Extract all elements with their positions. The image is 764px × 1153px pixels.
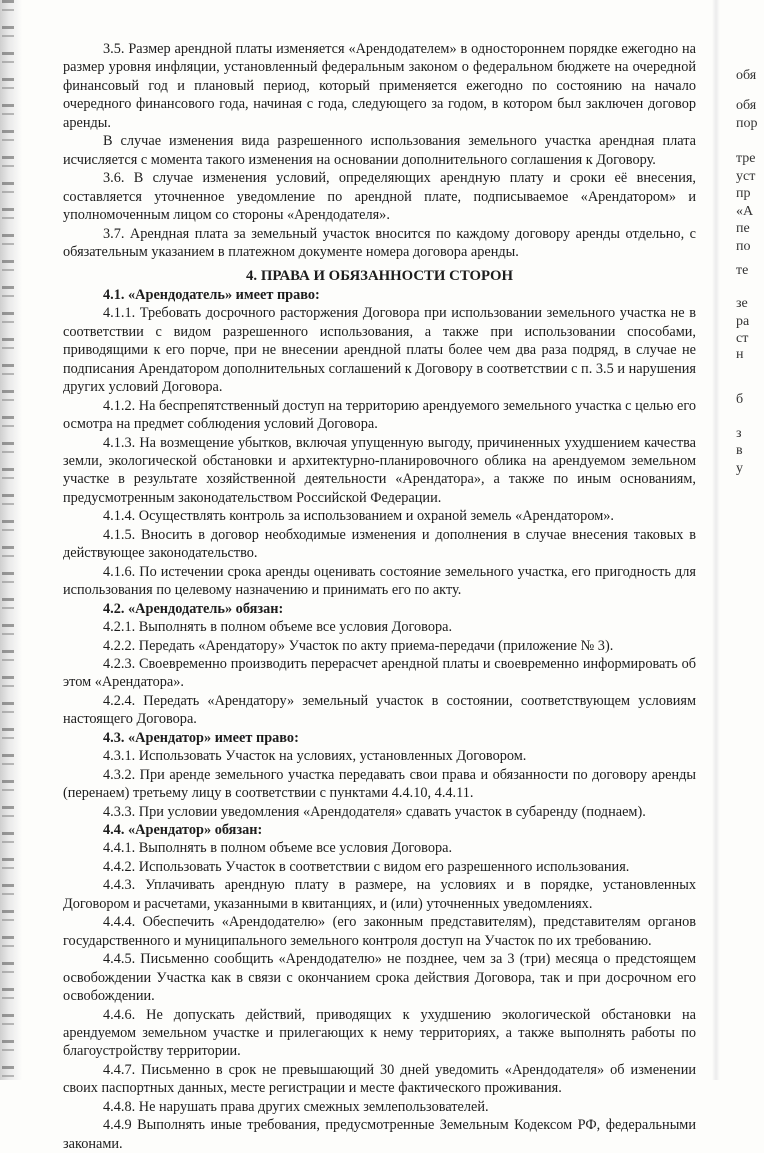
paragraph: 4.4.3. Уплачивать арендную плату в размере, на условиях и в порядке, установленных Договором и расчетами, указанными в квитанциях, и (или) уточненных уведомлениях. bbox=[63, 877, 696, 912]
paragraph: 4.1.6. По истечении срока аренды оценивать состояние земельного участка, его пригодность для использования по целевому назначению и принимать его по акту. bbox=[63, 563, 696, 599]
paragraph: 4.3.2. При аренде земельного участка передавать свои права и обязанности по договору аренды (перенаем) третьему лицу в соответствии с пунктами 4.4.10, 4.4.11. bbox=[63, 766, 696, 802]
paragraph: 4.2.2. Передать «Арендатору» Участок по акту приема-передачи (приложение № 3). bbox=[103, 637, 614, 654]
margin-fragment: у bbox=[736, 461, 743, 476]
margin-fragment: ст bbox=[736, 331, 749, 346]
subsection-heading: 4.4. «Арендатор» обязан: bbox=[103, 822, 263, 839]
margin-fragment: по bbox=[736, 239, 751, 254]
paragraph: 4.4.8. Не нарушать права других смежных землепользователей. bbox=[103, 1098, 489, 1115]
paragraph: 4.2.1. Выполнять в полном объеме все условия Договора. bbox=[103, 619, 453, 636]
margin-fragment: «А bbox=[736, 204, 754, 219]
binding-marks bbox=[2, 0, 14, 1080]
section-heading: 4. ПРАВА И ОБЯЗАННОСТИ СТОРОН bbox=[246, 268, 513, 285]
paragraph: 4.3.3. При условии уведомления «Арендодателя» сдавать участок в субаренду (поднаем). bbox=[103, 803, 646, 820]
margin-fragment: те bbox=[736, 263, 749, 278]
paragraph: 4.1.2. На беспрепятственный доступ на территорию арендуемого земельного участка с целью его осмотра на предмет соблюдения условий Договора. bbox=[63, 397, 696, 433]
margin-fragment: з bbox=[736, 426, 742, 441]
paragraph: 4.4.1. Выполнять в полном объеме все условия Договора. bbox=[103, 840, 453, 857]
document-body bbox=[63, 40, 696, 1153]
paragraph: 4.1.3. На возмещение убытков, включая упущенную выгоду, причиненных ухудшением качества земли, экологической обстановки и архитектурно-планировочного облика на арендуемом земельном участке в результате хозяйственной деятельности «Арендатора», а также по иным основаниям, предусмотренным законодательством Российской Федерации. bbox=[63, 434, 696, 506]
margin-fragment: пор bbox=[736, 116, 758, 131]
margin-fragment: н bbox=[736, 347, 744, 362]
subsection-heading: 4.2. «Арендодатель» обязан: bbox=[103, 600, 284, 617]
margin-fragment: пр bbox=[736, 186, 751, 201]
paragraph: 4.3.1. Использовать Участок на условиях, установленных Договором. bbox=[103, 748, 527, 765]
margin-fragment: обя bbox=[736, 98, 757, 113]
paragraph: В случае изменения вида разрешенного использования земельного участка арендная плата исчисляется с момента такого изменения на основании дополнительного соглашения к Договору. bbox=[63, 133, 696, 168]
paragraph: 4.2.3. Своевременно производить перерасчет арендной платы и своевременно информировать об этом «Арендатора». bbox=[63, 655, 696, 691]
page-fold bbox=[712, 0, 720, 1080]
paragraph: 3.6. В случае изменения условий, определяющих арендную плату и сроки её внесения, составляется уточненное уведомление по арендной плате, подписываемое «Арендатором» и уполномоченным лицом со стороны «Арендодателя». bbox=[63, 170, 696, 224]
paragraph: 3.5. Размер арендной платы изменяется «Арендодателем» в одностороннем порядке ежегодно на размер уровня инфляции, установленный федеральным законом о федеральном бюджете на очередной финансовый год и плановый период, который применяется ежегодно по состоянию на начало очередного финансового года, начиная с года, следующего за годом, в котором был заключен договор аренды. bbox=[63, 41, 696, 131]
margin-fragment: обя bbox=[736, 68, 757, 83]
paragraph: 4.4.9 Выполнять иные требования, предусмотренные Земельным Кодексом РФ, федеральными законами. bbox=[63, 1117, 696, 1152]
margin-fragment: пе bbox=[736, 221, 750, 236]
paragraph: 4.1.5. Вносить в договор необходимые изменения и дополнения в случае внесения таковых в действующее законодательство. bbox=[63, 526, 696, 562]
margin-fragment: ра bbox=[736, 314, 750, 329]
margin-fragment: б bbox=[736, 392, 744, 407]
margin-fragment: зе bbox=[736, 296, 748, 311]
paragraph: 4.4.6. Не допускать действий, приводящих к ухудшению экологической обстановки на арендуемом земельном участке и прилегающих к нему территориях, а также выполнять работы по благоустройству территории. bbox=[63, 1006, 696, 1060]
paragraph: 4.1.1. Требовать досрочного расторжения Договора при использовании земельного участка не в соответствии с видом разрешенного использования, а также при использовании способами, приводящими к его порче, при не внесении арендной платы более чем два раза подряд, в случае не подписания Арендатором дополнительных соглашений к Договору в соответствии с п. 3.5 и нарушения других условий Договора. bbox=[63, 305, 696, 396]
paragraph: 4.4.4. Обеспечить «Арендодателю» (его законным представителям), представителям органов государственного и муниципального земельного контроля доступ на Участок по их требованию. bbox=[63, 914, 696, 949]
paragraph: 4.4.5. Письменно сообщить «Арендодателю» не позднее, чем за 3 (три) месяца о предстоящем освобождении Участка как в связи с окончанием срока действия Договора, так и при досрочном его освобождении. bbox=[63, 951, 696, 1005]
subsection-heading: 4.3. «Арендатор» имеет право: bbox=[103, 729, 299, 746]
paragraph: 4.1.4. Осуществлять контроль за использованием и охраной земель «Арендатором». bbox=[103, 508, 614, 525]
margin-fragment: в bbox=[736, 443, 743, 458]
paragraph: 3.7. Арендная плата за земельный участок вносится по каждому договору аренды отдельно, с обязательным указанием в платежном документе номера договора аренды. bbox=[63, 225, 696, 260]
margin-fragment: уст bbox=[736, 169, 756, 184]
paragraph: 4.4.2. Использовать Участок в соответствии с видом его разрешенного использования. bbox=[103, 858, 630, 875]
paragraph: 4.2.4. Передать «Арендатору» земельный участок в состоянии, соответствующем условиям настоящего Договора. bbox=[63, 692, 696, 728]
margin-fragment: тре bbox=[736, 151, 756, 166]
subsection-heading: 4.1. «Арендодатель» имеет право: bbox=[103, 286, 320, 303]
paragraph: 4.4.7. Письменно в срок не превышающий 30 дней уведомить «Арендодателя» об изменении своих паспортных данных, месте регистрации и месте фактического проживания. bbox=[63, 1061, 696, 1097]
